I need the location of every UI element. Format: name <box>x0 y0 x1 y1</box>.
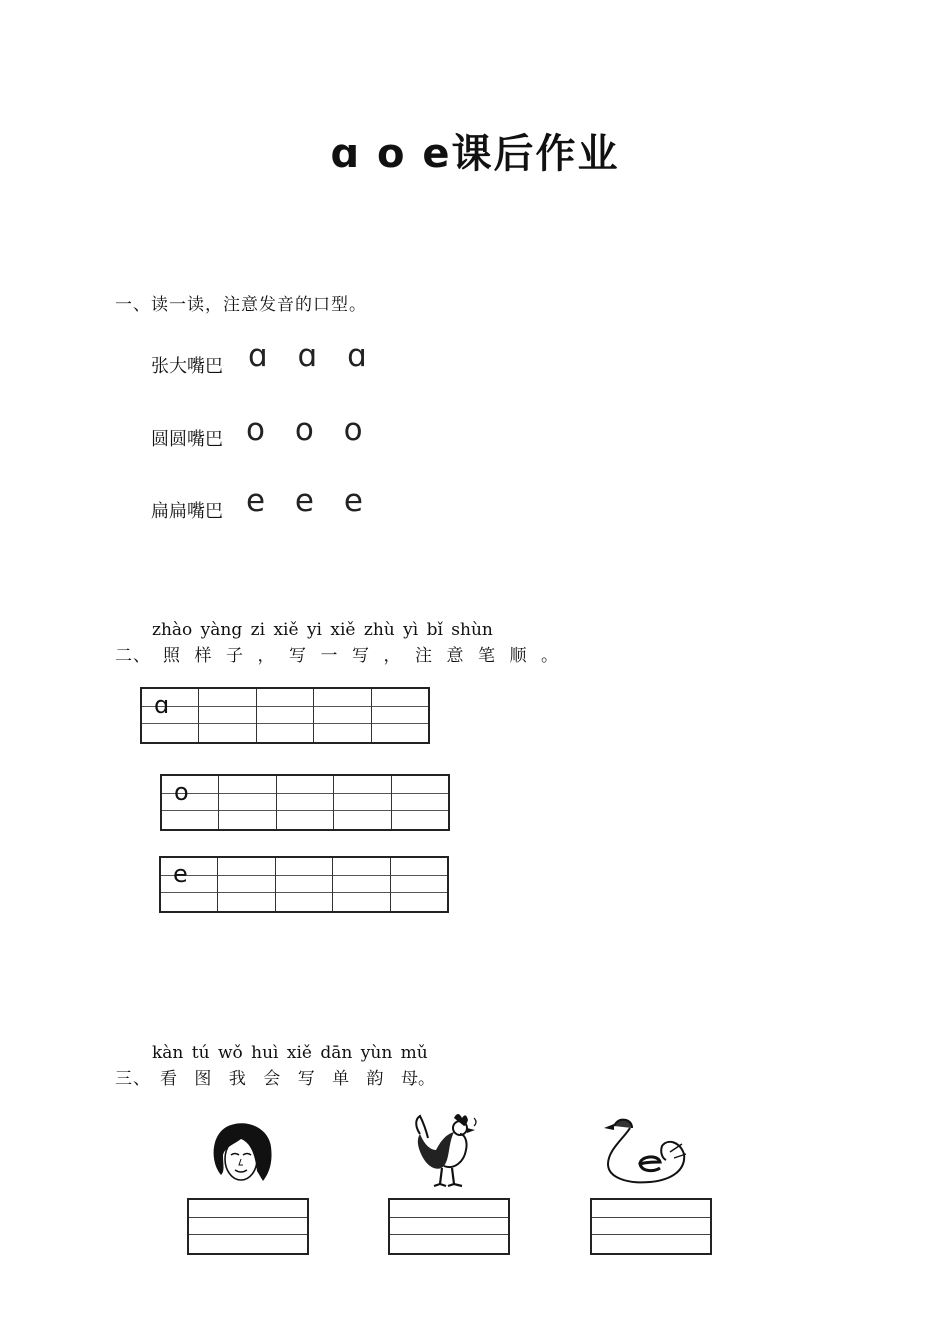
sample-cell <box>162 776 218 829</box>
sample-letter-e: e <box>173 860 188 888</box>
section2-heading: 照 样 子 ， 写 一 写 ， 注 意 笔 顺 。 <box>163 646 558 666</box>
section2-pinyin: zhào yàng zi xiě yi xiě zhù yì bǐ shùn <box>152 620 493 640</box>
writing-cell[interactable] <box>218 776 275 829</box>
section3-pinyin: kàn tú wǒ huì xiě dān yùn mǔ <box>152 1043 428 1063</box>
mouth-label-round: 圆圆嘴巴 <box>151 429 223 450</box>
sample-letter-o: o <box>174 778 189 806</box>
swan-icon <box>600 1112 695 1192</box>
section3-heading: 看 图 我 会 写 单 韵 母。 <box>160 1069 435 1089</box>
writing-cell[interactable] <box>333 776 390 829</box>
writing-cell[interactable] <box>217 858 274 911</box>
writing-cell[interactable] <box>275 858 332 911</box>
sample-letter-a: ɑ <box>154 691 170 719</box>
writing-cell[interactable] <box>313 689 370 742</box>
mouth-label-open: 张大嘴巴 <box>151 356 223 377</box>
letters-e: e e e <box>246 483 373 519</box>
section2-number: 二、 <box>115 646 151 666</box>
letters-a: ɑ ɑ ɑ <box>248 338 377 374</box>
letters-o: o o o <box>246 412 373 448</box>
sample-cell <box>161 858 217 911</box>
page-title: ɑ o e课后作业 <box>330 131 620 177</box>
writing-cell[interactable] <box>371 689 428 742</box>
writing-cell[interactable] <box>391 776 448 829</box>
section3-number: 三、 <box>115 1069 151 1089</box>
rooster-icon <box>410 1110 490 1195</box>
writing-grid-e[interactable] <box>159 856 449 913</box>
answer-box-3[interactable] <box>590 1198 712 1255</box>
writing-cell[interactable] <box>256 689 313 742</box>
writing-cell[interactable] <box>390 858 447 911</box>
sample-cell <box>142 689 198 742</box>
answer-box-2[interactable] <box>388 1198 510 1255</box>
writing-cell[interactable] <box>332 858 389 911</box>
woman-face-icon <box>205 1115 280 1190</box>
writing-grid-o[interactable] <box>160 774 450 831</box>
answer-box-1[interactable] <box>187 1198 309 1255</box>
writing-cell[interactable] <box>198 689 255 742</box>
writing-cell[interactable] <box>276 776 333 829</box>
mouth-label-flat: 扁扁嘴巴 <box>151 501 223 522</box>
section1-heading: 一、读一读，注意发音的口型。 <box>115 295 367 315</box>
writing-grid-a[interactable] <box>140 687 430 744</box>
